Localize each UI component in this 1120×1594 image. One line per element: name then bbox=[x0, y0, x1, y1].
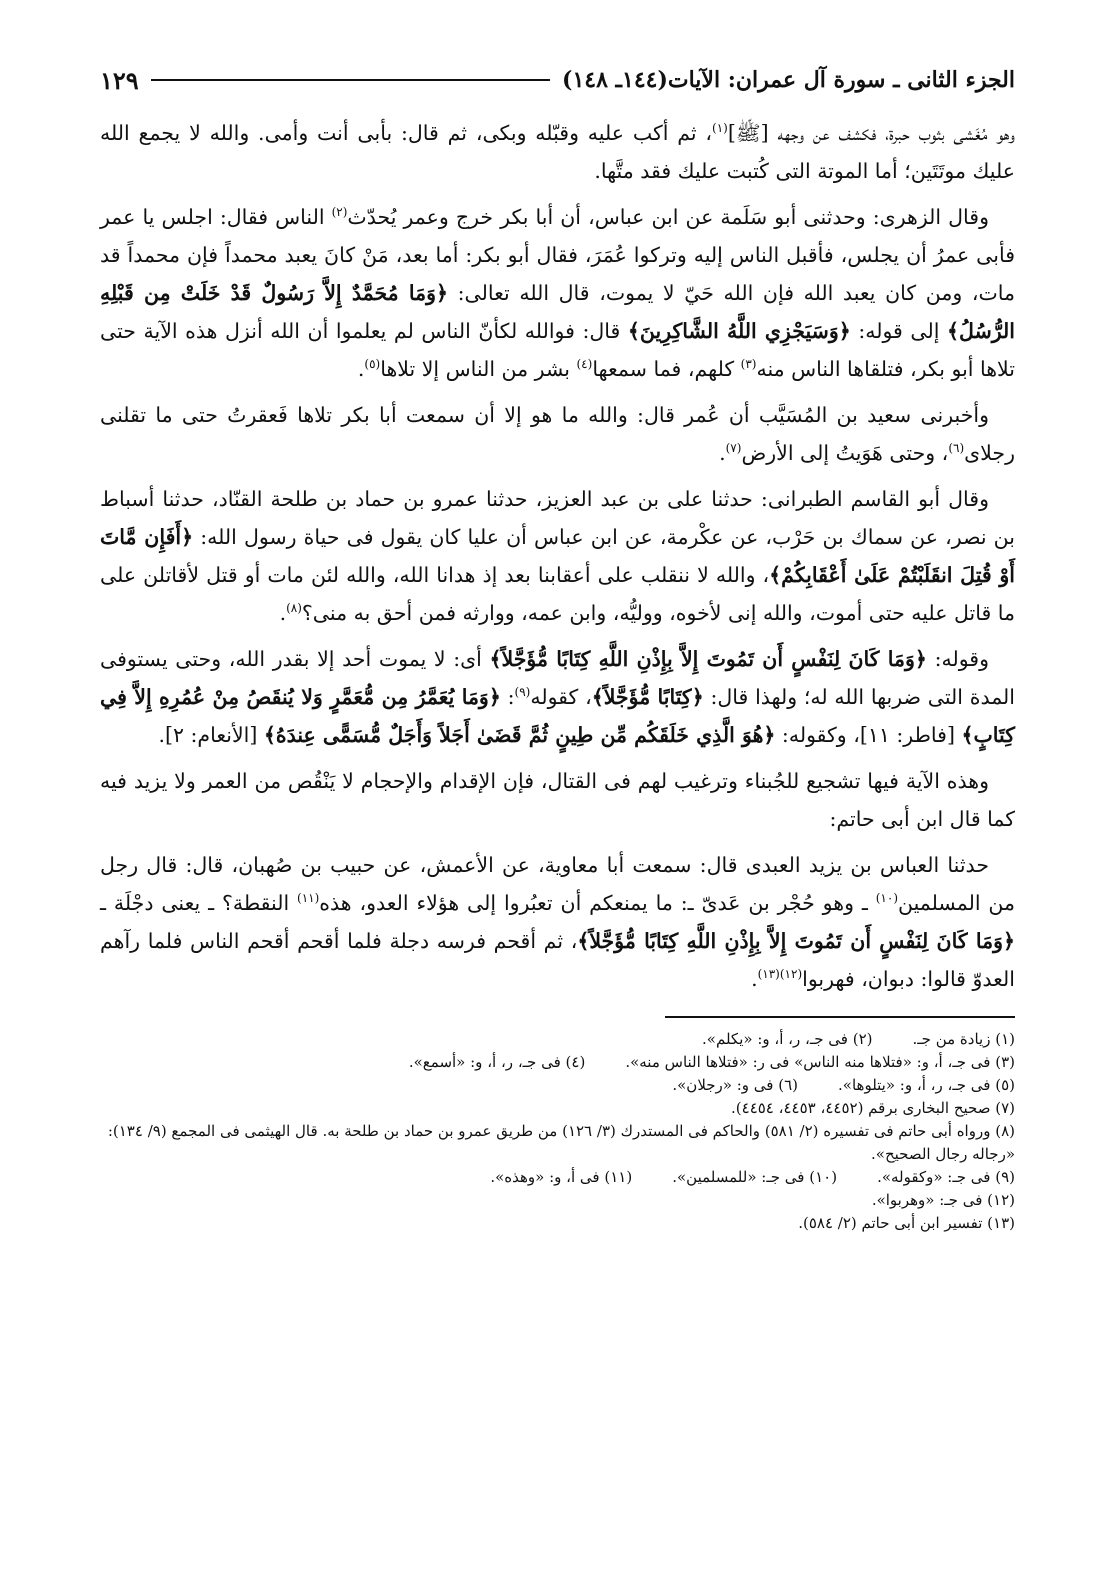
book-page bbox=[100, 58, 1015, 1235]
footnote: (٨) ورواه أبى حاتم فى تفسيره (٢/ ٥٨١) والحاكم فى المستدرك (٣/ ١٢٦) من طريق عمرو بن حماد بن طلحة به. قال الهيثمى فى المجمع (٩/ ١٣٤): «رجاله رجال الصحيح». bbox=[107, 1122, 1015, 1163]
quran-verse: ﴿وَمَا مُحَمَّدٌ إِلاَّ رَسُولٌ قَدْ خَلَتْ مِن قَبْلِهِ الرُّسُلُ﴾ bbox=[100, 281, 1015, 343]
text-run: . bbox=[357, 357, 365, 381]
paragraph bbox=[100, 846, 1015, 998]
text-run: : bbox=[500, 685, 515, 709]
text-run: حدثنا العباس بن يزيد العبدى قال: سمعت أبا معاوية، عن الأعمش، عن حبيب بن صُهبان، قال: قال رجل من المسلمين bbox=[100, 853, 1015, 915]
quran-verse: ﴿أَفَإِن مَّاتَ أَوْ قُتِلَ انقَلَبْتُمْ عَلَىٰ أَعْقَابِكُمْ﴾ bbox=[100, 525, 1015, 587]
main-text bbox=[100, 114, 1015, 998]
quran-verse: ﴿هُوَ الَّذِي خَلَقَكُم مِّن طِينٍ ثُمَّ قَضَىٰ أَجَلاً وَأَجَلٌ مُّسَمًّى عِندَهُ﴾ bbox=[263, 723, 776, 747]
footnote: (٣) فى جـ، أ، و: «فتلاها منه الناس» فى ر: «فتلاها الناس منه». bbox=[625, 1053, 1015, 1071]
footnote-ref: (١٢)(١٣) bbox=[757, 967, 803, 982]
text-run: ، ثم أقحم فرسه دجلة فلما أقحم أقحم الناس فلما رآهم العدوّ قالوا: دبوان، فهربوا bbox=[100, 929, 1015, 991]
footnote-separator bbox=[665, 1016, 1015, 1018]
footnote-ref: (١١) bbox=[297, 891, 320, 906]
text-run: ، والله لا ننقلب على أعقابنا بعد إذ هدانا الله، والله لئن مات أو قتل لأقاتلن على ما قاتل عليه حتى أموت، والله إنى لأخوه، ووليُّه، وابن عمه، ووارثه فمن أحق به منى؟ bbox=[100, 563, 1015, 625]
text-run: . bbox=[751, 967, 758, 991]
footnote: (١٢) فى جـ: «وهربوا». bbox=[871, 1191, 1015, 1209]
paragraph bbox=[100, 198, 1015, 388]
text-run: إلى قوله: bbox=[850, 319, 948, 343]
text-run: وهو مُغَشى بثوب حبرة، فكشف عن وجهه [ﷺ] bbox=[727, 121, 1015, 145]
footnote-row bbox=[100, 1051, 1015, 1074]
text-run: بشر من الناس إلا تلاها bbox=[380, 357, 577, 381]
paragraph bbox=[100, 480, 1015, 632]
text-run: ، وحتى هَوَيتُ إلى الأرض bbox=[741, 441, 949, 465]
text-run: ، كقوله bbox=[530, 685, 592, 709]
footnote: (٧) صحيح البخارى برقم (٤٤٥٢، ٤٤٥٣، ٤٤٥٤). bbox=[731, 1099, 1015, 1117]
footnote-row bbox=[100, 1028, 1015, 1051]
footnote: (٦) فى و: «رجلان». bbox=[672, 1076, 799, 1094]
text-run: أى: لا يموت أحد إلا بقدر الله، وحتى يستوفى المدة التى ضربها الله له؛ ولهذا قال: bbox=[100, 647, 1015, 709]
quran-verse: ﴿وَمَا يُعَمَّرُ مِن مُّعَمَّرٍ وَلا يُنقَصُ مِنْ عُمُرِهِ إِلاَّ فِي كِتَابٍ﴾ bbox=[100, 685, 1015, 747]
text-run: ، ثم أكب عليه وقبّله وبكى، ثم قال: بأبى أنت وأمى. والله لا يجمع الله عليك موتَتَين؛ أما الموتة التى كُتبت عليك فقد متَّها. bbox=[100, 121, 1015, 183]
footnote: (٩) فى جـ: «وكقوله». bbox=[877, 1168, 1015, 1186]
footnote: (١١) فى أ، و: «وهذه». bbox=[490, 1168, 633, 1186]
header-rule bbox=[151, 79, 550, 81]
footnote-ref: (٢) bbox=[331, 205, 348, 220]
footnote-ref: (١٠) bbox=[875, 891, 898, 906]
text-run: وهذه الآية فيها تشجيع للجُبناء وترغيب لهم فى القتال، فإن الإقدام والإحجام لا يَنْقُص من العمر ولا يزيد فيه كما قال ابن أبى حاتم: bbox=[100, 769, 1015, 831]
text-run: وقال أبو القاسم الطبرانى: حدثنا على بن عبد العزيز، حدثنا عمرو بن حماد بن طلحة القنّاد، حدثنا أسباط بن نصر، عن سماك بن حَرْب، عن عكْرمة، عن ابن عباس أن عليا كان يقول فى حياة رسول الله: bbox=[100, 487, 1015, 549]
page-number: ١٢٩ bbox=[100, 65, 139, 95]
paragraph bbox=[100, 640, 1015, 754]
footnote-ref: (٩) bbox=[514, 685, 531, 700]
footnote-ref: (٦) bbox=[948, 441, 965, 456]
page-header bbox=[100, 58, 1015, 102]
quran-verse: ﴿كِتَابًا مُّؤَجَّلاً﴾ bbox=[591, 685, 704, 709]
paragraph bbox=[100, 114, 1015, 190]
footnote-ref: (٨) bbox=[286, 601, 302, 616]
text-run: النقطة؟ ـ يعنى دجْلَة ـ bbox=[100, 891, 298, 915]
footnote-row bbox=[100, 1166, 1015, 1189]
text-run: . bbox=[719, 441, 726, 465]
text-run: الناس فقال: اجلس يا عمر فأبى عمرُ أن يجلس، فأقبل الناس إليه وتركوا عُمَرَ، فقال أبو بكر: أما بعد، مَنْ كانَ يعبد محمداً فإن محمداً قد مات، ومن كان يعبد الله فإن الله حَيّ لا يموت، قال الله تعالى: bbox=[100, 205, 1015, 305]
footnote: (١٣) تفسير ابن أبى حاتم (٢/ ٥٨٤). bbox=[798, 1214, 1015, 1232]
text-run: وقال الزهرى: وحدثنى أبو سَلَمة عن ابن عباس، أن أبا بكر خرج وعمر يُحدّث bbox=[347, 205, 989, 229]
footnote: (١٠) فى جـ: «للمسلمين». bbox=[672, 1168, 838, 1186]
footnote: (٢) فى جـ، ر، أ، و: «يكلم». bbox=[702, 1030, 873, 1048]
footnote-ref: (٤) bbox=[576, 357, 593, 372]
paragraph bbox=[100, 762, 1015, 838]
text-run: كلهم، فما سمعها bbox=[592, 357, 741, 381]
text-run: ـ وهو حُجْر بن عَدىّ ـ: ما يمنعكم أن تعبُروا إلى هؤلاء العدو، هذه bbox=[319, 891, 876, 915]
footnote-ref: (١) bbox=[712, 121, 728, 136]
footnote-ref: (٧) bbox=[725, 441, 742, 456]
text-run: وقوله: bbox=[926, 647, 989, 671]
text-run: [فاطر: ١١]، وكقوله: bbox=[775, 723, 962, 747]
footnote: (٤) فى جـ، ر، أ، و: «أسمع». bbox=[408, 1053, 586, 1071]
paragraph bbox=[100, 396, 1015, 472]
footnote-ref: (٥) bbox=[364, 357, 381, 372]
quran-verse: ﴿وَمَا كَانَ لِنَفْسٍ أَن تَمُوتَ إِلاَّ بِإِذْنِ اللَّهِ كِتَابًا مُّؤَجَّلاً﴾ bbox=[489, 647, 927, 671]
quran-verse: ﴿وَسَيَجْزِي اللَّهُ الشَّاكِرِينَ﴾ bbox=[627, 319, 851, 343]
text-run: وأخبرنى سعيد بن المُسَيَّب أن عُمر قال: والله ما هو إلا أن سمعت أبا بكر تلاها فَعقرتُ حتى ما تقلنى رجلاى bbox=[100, 403, 1015, 465]
footnote-ref: (٣) bbox=[740, 357, 757, 372]
footnotes bbox=[100, 1028, 1015, 1235]
footnote: (١) زيادة من جـ. bbox=[912, 1030, 1015, 1048]
text-run: . bbox=[279, 601, 287, 625]
footnote-row bbox=[100, 1074, 1015, 1097]
footnote: (٥) فى جـ، ر، أ، و: «يتلوها». bbox=[838, 1076, 1015, 1094]
text-run: قال: فوالله لكأنّ الناس لم يعلموا أن الله أنزل هذه الآية حتى تلاها أبو بكر، فتلقاها الناس منه bbox=[100, 319, 1015, 381]
text-run: [الأنعام: ٢]. bbox=[158, 723, 264, 747]
running-title: الجزء الثانى ـ سورة آل عمران: الآيات(١٤٤ـ ١٤٨) bbox=[562, 67, 1015, 93]
quran-verse: ﴿وَمَا كَانَ لِنَفْسٍ أَن تَمُوتَ إِلاَّ بِإِذْنِ اللَّهِ كِتَابًا مُّؤَجَّلاً﴾ bbox=[577, 929, 1016, 953]
